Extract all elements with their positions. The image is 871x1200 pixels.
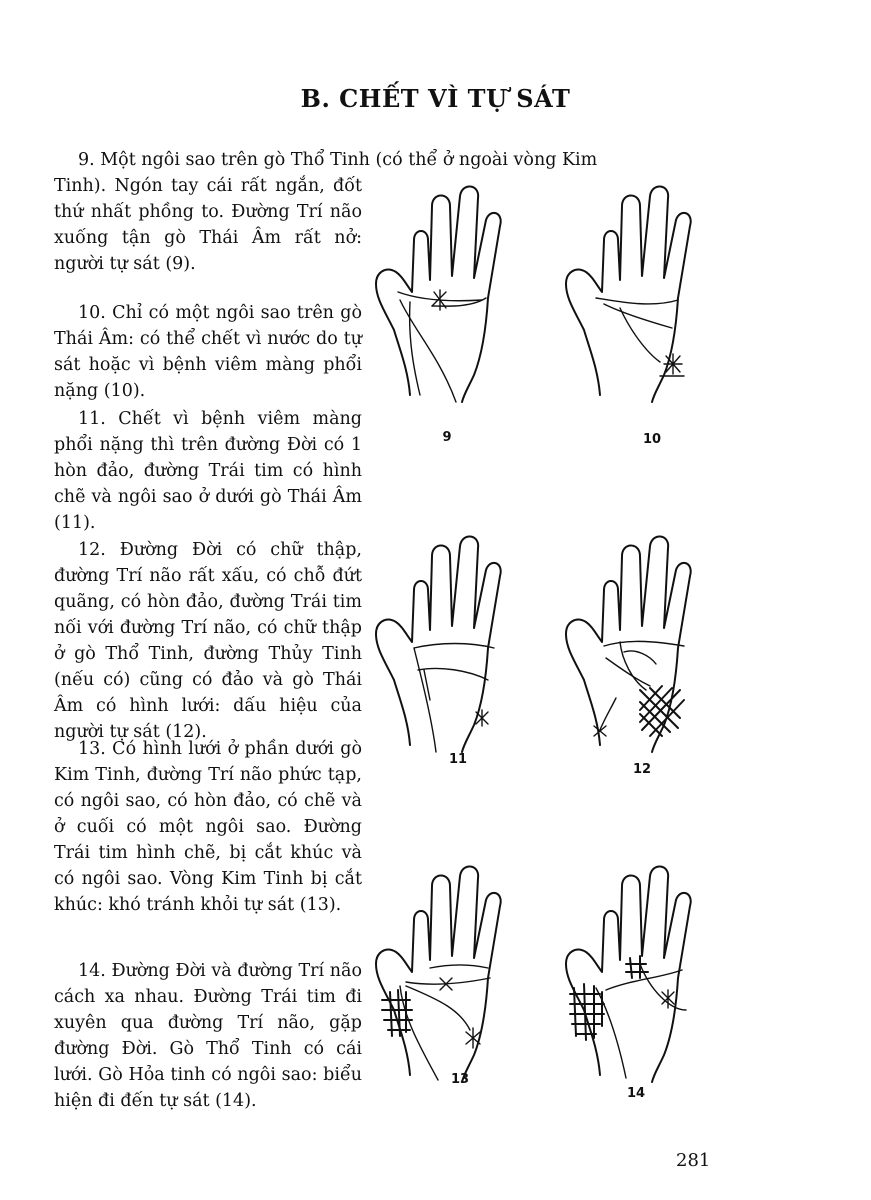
palm-figure-10 [566,186,691,402]
palm-figure-14 [566,866,691,1082]
figure-label-9: 9 [442,430,452,445]
figure-label-10: 10 [642,432,662,447]
page-title: B. CHẾT VÌ TỰ SÁT [300,84,571,113]
paragraph-9-first-line: 9. Một ngôi sao trên gò Thổ Tinh (có thể ở ngoài vòng Kim [78,150,598,170]
paragraph-9: Tinh). Ngón tay cái rất ngắn, đốt thứ nhất phồng to. Đường Trí não xuống tận gò Thái Âm rất nở: người tự sát (9). [54,176,362,274]
paragraph-11: 11. Chết vì bệnh viêm màng phổi nặng thì trên đường Đời có 1 hòn đảo, đường Trái tim có hình chẽ và ngôi sao ở dưới gò Thái Âm (11). [54,409,362,533]
palm-illustrations [370,180,750,1110]
paragraph-13: 13. Có hình lưới ở phần dưới gò Kim Tinh, đường Trí não phức tạp, có ngôi sao, có hòn đảo, có chẽ và ở cuối có một ngôi sao. Đường Trái tim hình chẽ, bị cắt khúc và có ngôi sao. Vòng Kim Tinh bị cắt khúc: khó tránh khỏi tự sát (13). [54,739,362,915]
page-number: 281 [676,1150,711,1171]
paragraph-12: 12. Đường Đời có chữ thập, đường Trí não rất xấu, có chỗ đứt quãng, có hòn đảo, đường Trái tim nối với đường Trí não, có chữ thập ở gò Thổ Tinh, đường Thủy Tinh (nếu có) cũng có đảo và gò Thái Âm có hình lưới: dấu hiệu của người tự sát (12). [54,540,362,742]
palm-figure-9 [376,186,501,402]
palm-figure-11 [376,536,501,752]
figure-label-13: 13 [450,1072,470,1087]
palm-figure-13 [376,866,501,1082]
paragraph-10: 10. Chỉ có một ngôi sao trên gò Thái Âm: có thể chết vì nước do tự sát hoặc vì bệnh viêm màng phổi nặng (10). [54,303,362,401]
figure-label-14: 14 [626,1086,646,1101]
paragraph-14: 14. Đường Đời và đường Trí não cách xa nhau. Đường Trái tim đi xuyên qua đường Trí não, gặp đường Đời. Gò Thổ Tinh có cái lưới. Gò Hỏa tinh có ngôi sao: biểu hiện đi đến tự sát (14). [54,961,362,1111]
figure-label-12: 12 [632,762,652,777]
figure-label-11: 11 [448,752,468,767]
palm-figure-12 [566,536,691,752]
